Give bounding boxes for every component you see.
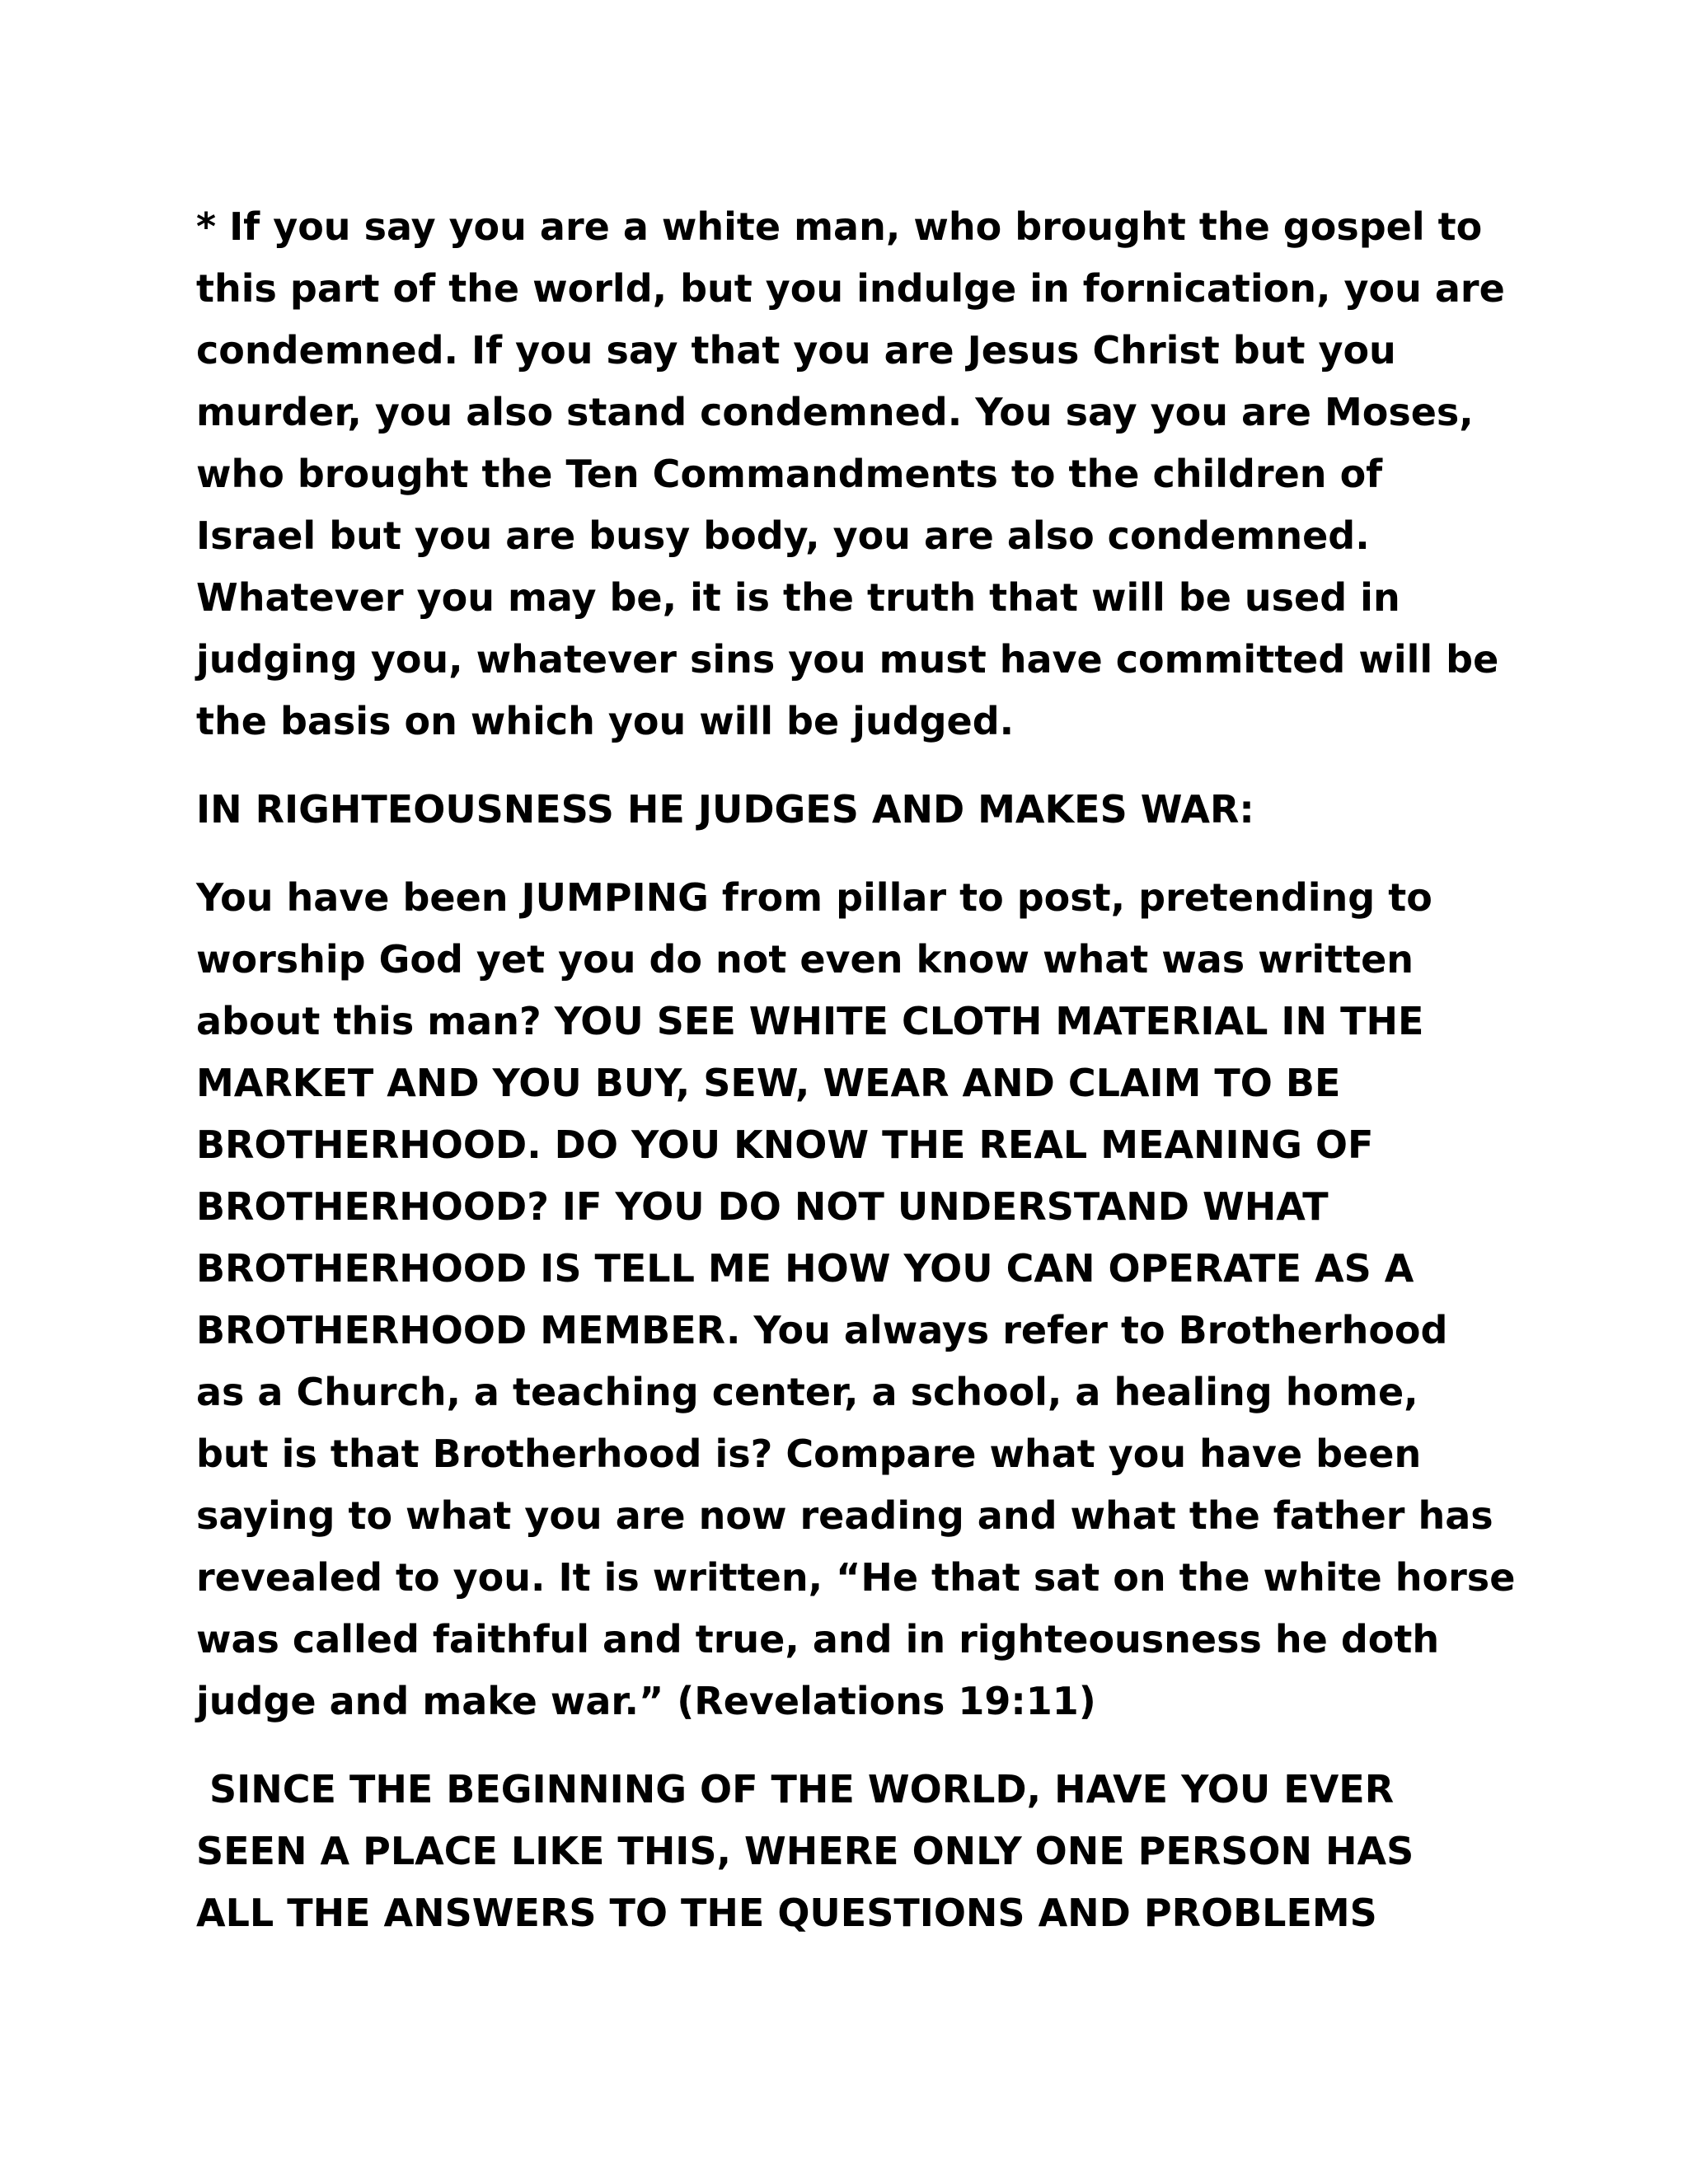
text-line: who brought the Ten Commandments to the children of	[196, 452, 1383, 496]
text-line: was called faithful and true, and in righteousness he doth	[196, 1617, 1440, 1661]
text-line: BROTHERHOOD? IF YOU DO NOT UNDERSTAND WHAT	[196, 1184, 1329, 1229]
text-line: * If you say you are a white man, who brought the gospel to	[196, 204, 1483, 249]
text-line: judge and make war.” (Revelations 19:11)	[196, 1679, 1096, 1723]
text-line: Whatever you may be, it is the truth that will be used in	[196, 575, 1400, 620]
paragraph-righteousness	[196, 867, 1515, 1732]
text-line: ALL THE ANSWERS TO THE QUESTIONS AND PROBLEMS	[196, 1891, 1377, 1935]
text-line: saying to what you are now reading and what the father has	[196, 1493, 1493, 1538]
text-line: BROTHERHOOD MEMBER. You always refer to Brotherhood	[196, 1308, 1448, 1352]
text-line: worship God yet you do not even know what was written	[196, 937, 1414, 982]
paragraph-condemned	[196, 196, 1515, 752]
text-line: BROTHERHOOD. DO YOU KNOW THE REAL MEANING OF	[196, 1122, 1374, 1167]
section-heading	[196, 779, 1515, 841]
text-line: condemned. If you say that you are Jesus Christ but you	[196, 328, 1396, 373]
text-line: BROTHERHOOD IS TELL ME HOW YOU CAN OPERATE AS A	[196, 1246, 1414, 1291]
text-line: the basis on which you will be judged.	[196, 699, 1015, 743]
text-line: this part of the world, but you indulge in fornication, you are	[196, 266, 1505, 311]
text-line: about this man? YOU SEE WHITE CLOTH MATERIAL IN THE	[196, 999, 1424, 1043]
text-line: Israel but you are busy body, you are also condemned.	[196, 513, 1370, 558]
document-page	[196, 196, 1515, 1944]
text-line: murder, you also stand condemned. You say you are Moses,	[196, 390, 1474, 434]
text-line: but is that Brotherhood is? Compare what you have been	[196, 1432, 1422, 1476]
text-line: as a Church, a teaching center, a school, a healing home,	[196, 1370, 1418, 1414]
text-line: judging you, whatever sins you must have committed will be	[196, 637, 1499, 682]
text-line: SINCE THE BEGINNING OF THE WORLD, HAVE YOU EVER	[196, 1767, 1395, 1811]
text-line: You have been JUMPING from pillar to post, pretending to	[196, 875, 1432, 920]
paragraph-beginning	[196, 1759, 1515, 1944]
text-line: SEEN A PLACE LIKE THIS, WHERE ONLY ONE PERSON HAS	[196, 1829, 1414, 1873]
text-line: revealed to you. It is written, “He that sat on the white horse	[196, 1555, 1516, 1600]
text-line: MARKET AND YOU BUY, SEW, WEAR AND CLAIM TO BE	[196, 1061, 1341, 1105]
heading-text: IN RIGHTEOUSNESS HE JUDGES AND MAKES WAR:	[196, 787, 1254, 832]
